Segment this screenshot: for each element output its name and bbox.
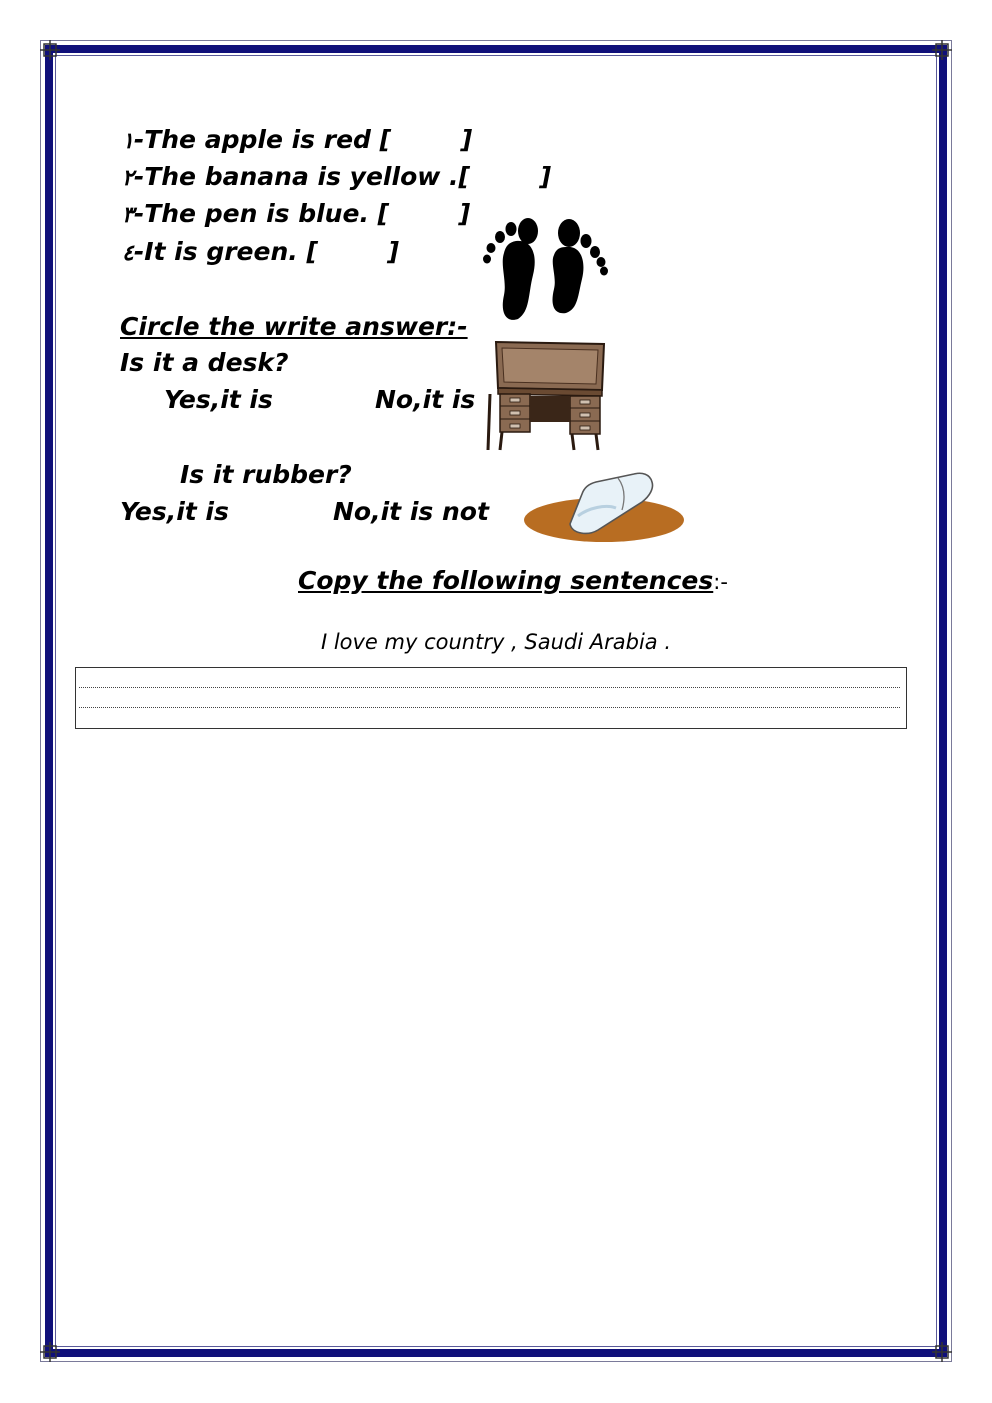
answer-desk-yes[interactable]: Yes,it is: [164, 385, 273, 414]
footprints-picture: [478, 215, 613, 325]
question-3: [122, 199, 470, 231]
corner-ornament-bottom-right: [930, 1340, 954, 1364]
question-3-number: ٣: [122, 203, 134, 228]
copy-heading-text: Copy the following sentences: [298, 566, 714, 595]
answer-desk-no[interactable]: No,it is: [375, 385, 476, 414]
corner-ornament-top-left: [38, 38, 62, 62]
writing-line-2: [79, 707, 900, 708]
question-2-text: -The banana is yellow .[ ]: [133, 162, 552, 191]
writing-line-1: [79, 687, 900, 688]
question-3-text: -The pen is blue. [ ]: [133, 199, 471, 228]
question-1: [122, 125, 472, 157]
desk-picture: [478, 338, 610, 456]
corner-ornament-top-right: [930, 38, 954, 62]
corner-ornament-bottom-left: [38, 1340, 62, 1364]
question-4: [122, 237, 399, 269]
copy-sentence: I love my country , Saudi Arabia .: [320, 630, 672, 654]
question-desk: Is it a desk?: [120, 348, 289, 377]
eraser-picture: [522, 468, 690, 546]
question-2: [122, 162, 551, 194]
question-rubber: Is it rubber?: [180, 460, 352, 489]
answer-rubber-yes[interactable]: Yes,it is: [120, 497, 229, 526]
question-1-text: -The apple is red [ ]: [133, 125, 473, 154]
question-1-number: ١: [122, 129, 134, 154]
question-2-number: ٢: [122, 166, 134, 191]
answer-rubber-no[interactable]: No,it is not: [333, 497, 489, 526]
question-4-number: ٤: [122, 241, 134, 266]
copy-writing-box[interactable]: [75, 667, 907, 729]
copy-heading: [298, 566, 728, 597]
question-4-text: -It is green. [ ]: [133, 237, 399, 266]
copy-heading-suffix: :-: [713, 570, 728, 594]
circle-answer-heading: Circle the write answer:-: [120, 312, 468, 341]
